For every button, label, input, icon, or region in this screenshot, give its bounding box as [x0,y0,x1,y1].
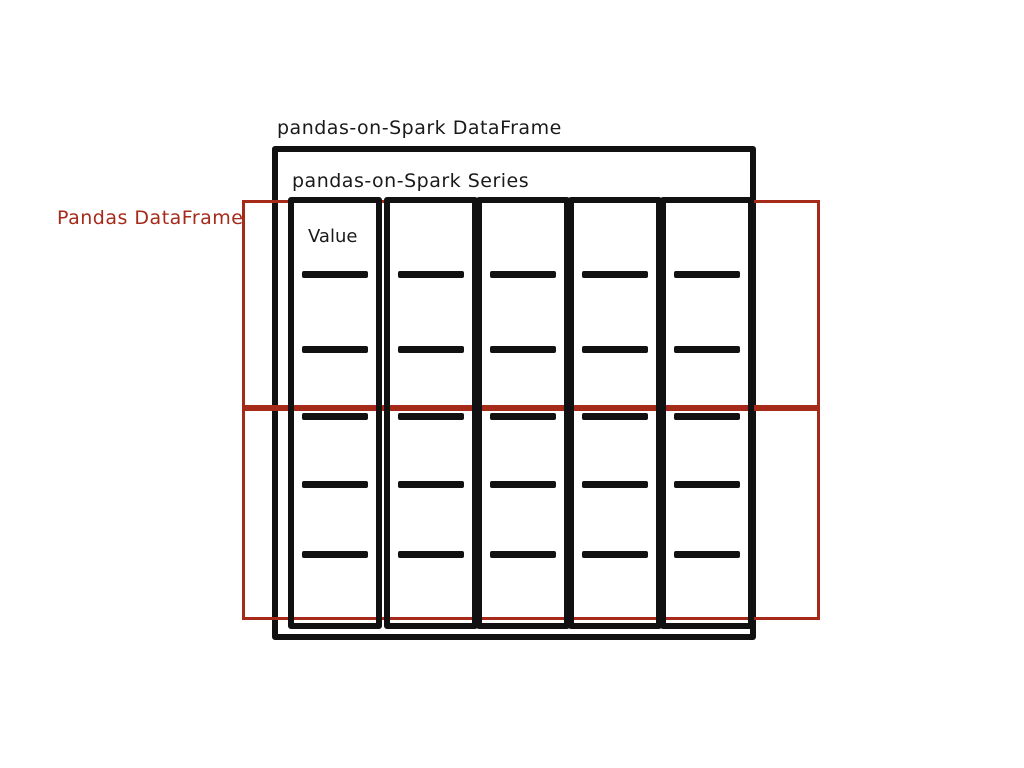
pandas-on-spark-series-column-4 [568,197,662,629]
cell-divider [490,271,556,278]
cell-divider [398,481,464,488]
cell-divider [302,413,368,420]
value-label: Value [308,226,358,247]
pandas-on-spark-series-column-2 [384,197,478,629]
cell-divider [302,271,368,278]
pandas-on-spark-series-label: pandas-on-Spark Series [292,170,530,192]
cell-divider [490,551,556,558]
cell-divider [302,551,368,558]
pandas-dataframe-label: Pandas DataFrame [57,207,244,229]
cell-divider [674,271,740,278]
cell-divider [490,346,556,353]
cell-divider [674,413,740,420]
pandas-on-spark-series-column-3 [476,197,570,629]
cell-divider [582,551,648,558]
cell-divider [398,551,464,558]
cell-divider [398,346,464,353]
pandas-on-spark-series-column-5 [660,197,754,629]
cell-divider [582,271,648,278]
pandas-on-spark-series-column-1 [288,197,382,629]
cell-divider [302,346,368,353]
cell-divider [582,413,648,420]
cell-divider [674,346,740,353]
pandas-on-spark-dataframe-label: pandas-on-Spark DataFrame [277,117,562,139]
cell-divider [490,481,556,488]
cell-divider [674,481,740,488]
cell-divider [490,413,556,420]
cell-divider [582,346,648,353]
cell-divider [302,481,368,488]
cell-divider [674,551,740,558]
cell-divider [582,481,648,488]
cell-divider [398,413,464,420]
cell-divider [398,271,464,278]
